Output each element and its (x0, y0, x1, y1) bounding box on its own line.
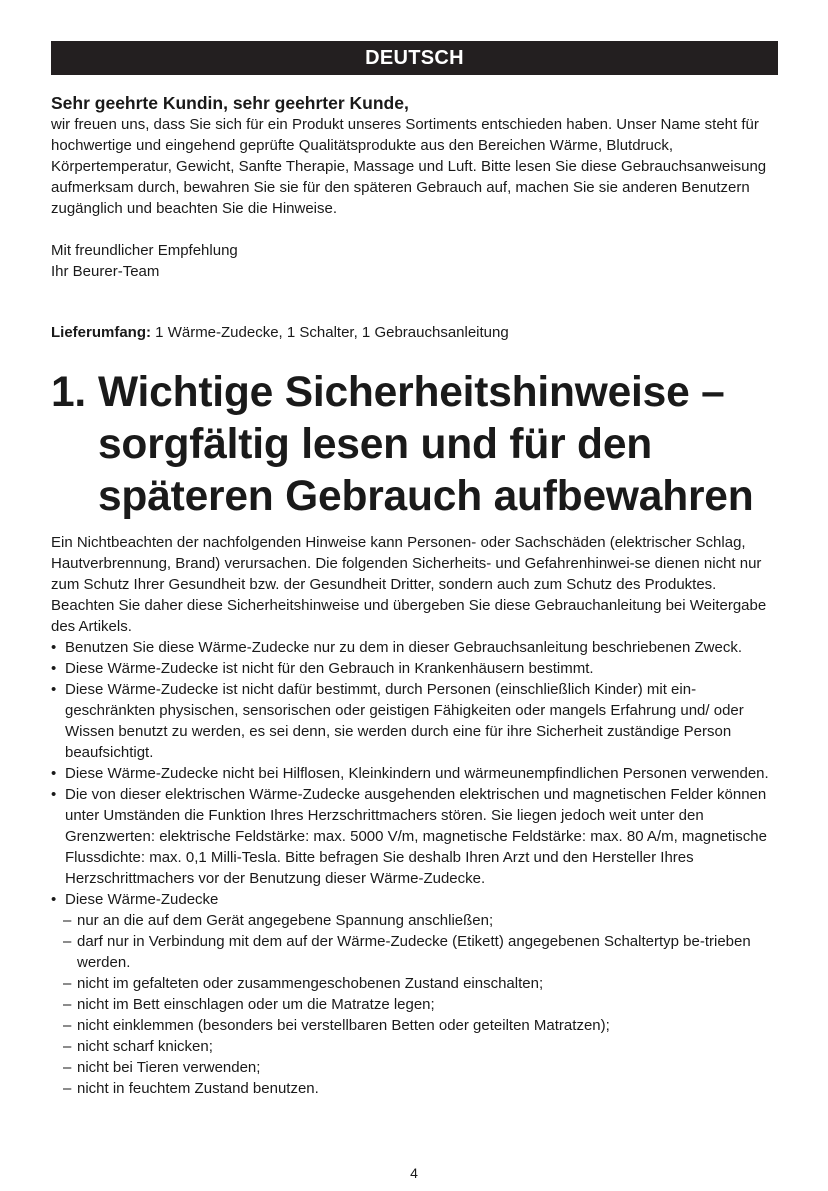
list-item (51, 889, 778, 1099)
intro-paragraph: wir freuen uns, dass Sie sich für ein Produkt unseres Sortiments entschieden haben. Unser Name steht für hochwertige und eingehend geprüfte Qualitätsprodukte aus den Bereichen Wärme, Blutdruck, Körpertemperatur, Gewicht, Sanfte Therapie, Massage und Luft. Bitte lesen Sie diese Gebrauchsanweisung aufmerksam durch, bewahren Sie sie für den späteren Gebrauch auf, machen Sie sie anderen Benutzern zugänglich und beachten Sie die Hinweise. (51, 116, 767, 217)
warning-paragraph: Ein Nichtbeachten der nachfolgenden Hinweise kann Personen- oder Sachschäden (elektrischer Schlag, Hautverbrennung, Brand) verursachen. Die folgenden Sicherheits- und Gefahrenhinwei-se dienen nicht nur zum Schutz Ihrer Gesundheit bzw. der Gesundheit Dritter, sondern auch zum Schutz des Produktes. Beachten Sie daher diese Sicherheitshinweise und übergeben Sie diese Gebrauchanleitung bei Weitergabe des Artikels. (51, 534, 767, 635)
section-title: Wichtige Sicherheitshinweise – sorgfältig lesen und für den späteren Gebrauch aufbewahren (98, 369, 754, 520)
closing-line-2: Ihr Beurer-Team (51, 263, 160, 280)
sub-list-item: – nicht bei Tieren verwenden; (51, 1057, 778, 1078)
list-item: • Benutzen Sie diese Wärme-Zudecke nur zu dem in dieser Gebrauchsanleitung beschriebenen Zweck. (51, 637, 778, 658)
sub-list-item: – nicht in feuchtem Zustand benutzen. (51, 1078, 778, 1099)
scope-label: Lieferumfang: (51, 324, 152, 341)
closing-line-1: Mit freundlicher Empfehlung (51, 242, 238, 259)
page-number: 4 (410, 1165, 418, 1181)
sub-list-item: – nicht im Bett einschlagen oder um die Matratze legen; (51, 994, 778, 1015)
sub-list-item: – nicht scharf knicken; (51, 1036, 778, 1057)
scope-text: 1 Wärme-Zudecke, 1 Schalter, 1 Gebrauchsanleitung (151, 324, 509, 341)
language-banner: DEUTSCH (51, 41, 778, 75)
list-item: • Diese Wärme-Zudecke ist nicht für den Gebrauch in Krankenhäusern bestimmt. (51, 658, 778, 679)
sub-list (65, 910, 778, 1099)
sub-list-item: – nur an die auf dem Gerät angegebene Spannung anschließen; (51, 910, 778, 931)
list-item: • Die von dieser elektrischen Wärme-Zudecke ausgehenden elektrischen und magnetischen Felder können unter Umständen die Funktion Ihres Herzschrittmachers stören. Sie liegen jedoch weit unter den Grenzwerten: elektrische Feldstärke: max. 5000 V/m, magnetische Feldstärke: max. 80 A/m, magnetische Flussdichte: max. 0,1 Milli-Tesla. Bitte befragen Sie deshalb Ihren Arzt und den Hersteller Ihres Herzschrittmachers vor der Benutzung dieser Wärme-Zudecke. (51, 784, 778, 889)
section-number: 1. (51, 369, 87, 416)
list-item: • Diese Wärme-Zudecke ist nicht dafür bestimmt, durch Personen (einschließlich Kinder) mit ein-geschränkten physischen, sensorischen oder geistigen Fähigkeiten oder mangels Erfahrung und/ oder Wissen benutzt zu werden, es sei denn, sie werden durch eine für ihre Sicherheit zuständige Person beaufsichtigt. (51, 679, 778, 763)
salutation: Sehr geehrte Kundin, sehr geehrter Kunde, (51, 93, 409, 113)
list-item-text: Diese Wärme-Zudecke (65, 891, 219, 908)
manual-page (51, 41, 778, 1099)
section-heading (51, 367, 778, 523)
sub-list-item: – nicht einklemmen (besonders bei verstellbaren Betten oder geteilten Matratzen); (51, 1015, 778, 1036)
sub-list-item: – nicht im gefalteten oder zusammengeschobenen Zustand einschalten; (51, 973, 778, 994)
sub-list-item: – darf nur in Verbindung mit dem auf der Wärme-Zudecke (Etikett) angegebenen Schaltertyp be-trieben werden. (51, 931, 778, 973)
safety-list (51, 637, 778, 1099)
list-item: • Diese Wärme-Zudecke nicht bei Hilflosen, Kleinkindern und wärmeunempfindlichen Personen verwenden. (51, 763, 778, 784)
scope-of-delivery (51, 322, 778, 343)
